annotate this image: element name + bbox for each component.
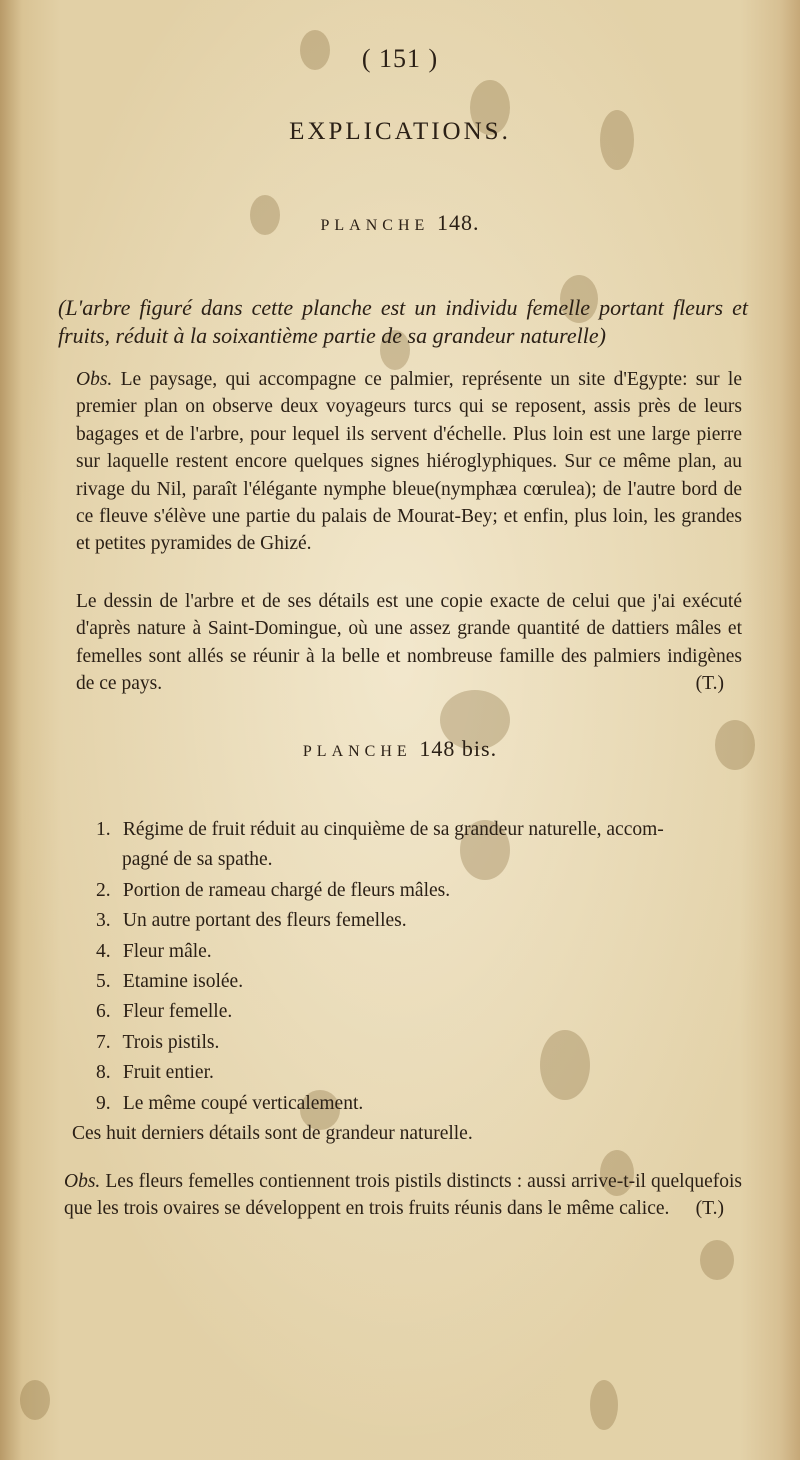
figure-legend-list	[72, 815, 736, 1149]
legend-text: Fleur mâle.	[122, 940, 212, 962]
plate-heading-148-bis	[0, 736, 800, 762]
legend-item	[96, 1028, 736, 1058]
legend-item	[96, 906, 736, 936]
author-signature: (T.)	[695, 673, 724, 695]
obs-label: Obs.	[76, 369, 113, 390]
legend-number: 6.	[96, 1001, 111, 1023]
plate-heading-148	[0, 210, 800, 236]
legend-text: Fleur femelle.	[122, 1001, 233, 1023]
page-number: ( 151 )	[361, 44, 439, 73]
paragraph-text: Le dessin de l'arbre et de ses détails est une copie exacte de celui que j'ai exécuté d'après nature à Saint-Domingue, où une assez grande quantité de dattiers mâles et femelles sont allés se réunir à la belle et nombreuse famille des palmiers indigènes de ce pays.	[76, 591, 742, 695]
legend-number: 1.	[96, 819, 111, 840]
paragraph-text: Le paysage, qui accompagne ce palmier, représente un site d'Egypte: sur le premier plan on observe deux voyageurs turcs qui se reposent, assis près de leurs bagages et de l'arbre, pour lequel ils servent d'échelle. Plus loin est une large pierre sur laquelle restent encore quelques signes hiéroglyphiques. Sur ce même plan, au rivage du Nil, paraît l'élégante nymphe bleue(nymphæa cœrulea); de l'autre bord de ce fleuve s'élève une partie du palais de Mourat-Bey; et enfin, plus loin, les grandes et petites pyramides de Ghizé.	[76, 369, 742, 555]
author-signature: (T.)	[695, 1198, 724, 1220]
legend-item	[96, 1089, 736, 1119]
stain	[700, 1240, 734, 1280]
legend-text: Etamine isolée.	[122, 970, 244, 992]
legend-number: 4.	[96, 940, 111, 962]
legend-number: 5.	[96, 970, 111, 992]
legend-number: 7.	[96, 1031, 111, 1053]
legend-text: Portion de rameau chargé de fleurs mâles.	[122, 879, 451, 901]
legend-number: 3.	[96, 910, 111, 932]
legend-item	[96, 997, 736, 1027]
plate-label: PLANCHE	[302, 743, 412, 760]
legend-item	[96, 815, 736, 845]
stain	[20, 1380, 50, 1420]
page-title: EXPLICATIONS.	[289, 118, 511, 145]
paragraph-text: Les fleurs femelles contiennent trois pistils distincts : aussi arrive-t-il quelquefois que les trois ovaires se développent en trois fruits réunis dans le même calice.	[64, 1171, 742, 1220]
legend-text: Fruit entier.	[122, 1062, 214, 1084]
legend-text: Ces huit derniers détails sont de grandeur naturelle.	[72, 1122, 473, 1144]
observation-paragraph-1	[76, 366, 742, 558]
legend-text: pagné de sa spathe.	[122, 849, 273, 871]
legend-item	[96, 876, 736, 906]
legend-item	[96, 845, 736, 875]
plate-number: 148.	[437, 210, 480, 235]
drawing-note-paragraph	[76, 588, 742, 698]
legend-text: Un autre portant des fleurs femelles.	[122, 910, 407, 932]
legend-number: 2.	[96, 879, 111, 901]
legend-text: Trois pistils.	[122, 1031, 220, 1053]
legend-note	[72, 1119, 736, 1149]
plate-label: PLANCHE	[320, 217, 430, 234]
plate-caption: (L'arbre figuré dans cette planche est un individu femelle portant fleurs et fruits, réduit à la soixantième partie de sa grandeur naturelle)	[58, 295, 748, 348]
obs-label: Obs.	[64, 1171, 101, 1192]
legend-number: 9.	[96, 1092, 111, 1114]
plate-number: 148 bis.	[419, 736, 498, 761]
legend-item	[96, 967, 736, 997]
observation-paragraph-2	[64, 1168, 742, 1223]
stain	[590, 1380, 618, 1430]
legend-number: 8.	[96, 1062, 111, 1084]
legend-item	[96, 937, 736, 967]
legend-text: Le même coupé verticalement.	[122, 1092, 364, 1114]
legend-item	[96, 1058, 736, 1088]
legend-text: Régime de fruit réduit au cinquième de sa grandeur naturelle, accom-	[122, 819, 664, 840]
